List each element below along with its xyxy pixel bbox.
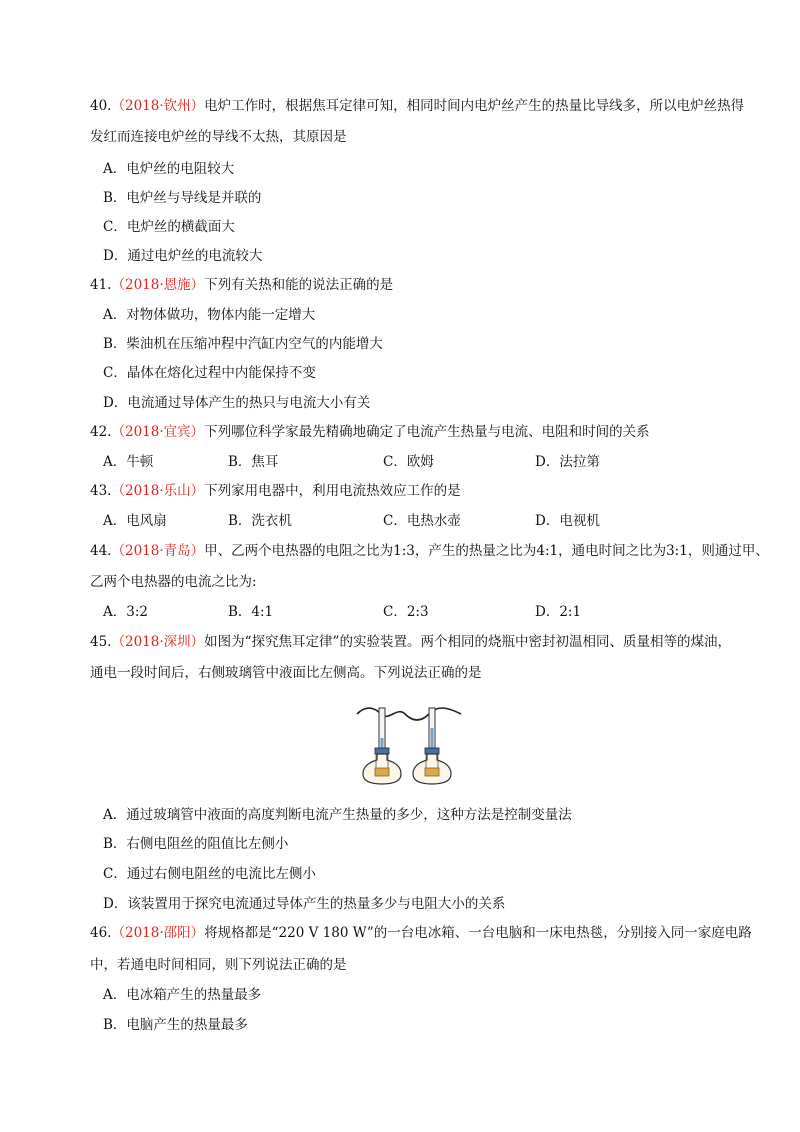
q40-stem-text1: 电炉工作时，根据焦耳定律可知，相同时间内电炉丝产生的热量比导线多，所以电炉丝热得 bbox=[204, 98, 745, 114]
q41-stem-text1: 下列有关热和能的说法正确的是 bbox=[204, 277, 394, 293]
q46-option-b: B．电脑产生的热量最多 bbox=[103, 1017, 248, 1033]
q44-option-a: A．3:2 bbox=[103, 604, 148, 620]
q46-number: 46. bbox=[90, 925, 112, 941]
q45-option-c: C．通过右侧电阻丝的电流比左侧小 bbox=[103, 866, 316, 882]
q42-option-d: D．法拉第 bbox=[535, 454, 600, 470]
q45-source: （2018·深圳） bbox=[111, 634, 205, 650]
q40-stem-line1 bbox=[90, 96, 744, 116]
q41-option-a: A．对物体做功，物体内能一定增大 bbox=[103, 307, 316, 323]
q45-option-a: A．通过玻璃管中液面的高度判断电流产生热量的多少，这种方法是控制变量法 bbox=[103, 807, 572, 823]
q42-stem-text1: 下列哪位科学家最先精确地确定了电流产生热量与电流、电阻和时间的关系 bbox=[204, 424, 650, 440]
q42-option-b: B．焦耳 bbox=[228, 454, 279, 470]
q40-source: （2018·钦州） bbox=[111, 98, 205, 114]
q41-stem-line1 bbox=[90, 275, 393, 295]
q46-stem-text1: 将规格都是“220 V 180 W”的一台电冰箱、一台电脑和一床电热毯，分别接入同一家庭电路 bbox=[204, 925, 752, 941]
q43-option-b: B．洗衣机 bbox=[228, 513, 292, 529]
q44-stem-line2: 乙两个电热器的电流之比为: bbox=[90, 574, 257, 590]
q44-source: （2018·青岛） bbox=[111, 543, 205, 559]
q44-stem-text1: 甲、乙两个电热器的电阻之比为1:3，产生的热量之比为4:1，通电时间之比为3:1，则通过甲、 bbox=[204, 543, 769, 559]
q44-options-row bbox=[103, 602, 743, 622]
q46-stem-line2: 中，若通电时间相同，则下列说法正确的是 bbox=[90, 957, 347, 973]
q41-option-c: C．晶体在熔化过程中内能保持不变 bbox=[103, 365, 316, 381]
q40-option-a: A．电炉丝的电阻较大 bbox=[103, 161, 235, 177]
q43-options-row bbox=[103, 511, 743, 531]
q44-option-b: B．4:1 bbox=[228, 604, 274, 620]
q43-stem-line1 bbox=[90, 481, 461, 501]
q40-option-d: D．通过电炉丝的电流较大 bbox=[103, 248, 263, 264]
q45-option-b: B．右侧电阻丝的阻值比左侧小 bbox=[103, 836, 289, 852]
q44-option-d: D．2:1 bbox=[535, 604, 582, 620]
joule-law-apparatus-figure bbox=[355, 704, 463, 786]
q41-option-b: B．柴油机在压缩冲程中汽缸内空气的内能增大 bbox=[103, 336, 383, 352]
q43-stem-text1: 下列家用电器中，利用电流热效应工作的是 bbox=[204, 483, 461, 499]
q45-option-d: D．该装置用于探究电流通过导体产生的热量多少与电阻大小的关系 bbox=[103, 896, 506, 912]
q45-stem-line2: 通电一段时间后，右侧玻璃管中液面比左侧高。下列说法正确的是 bbox=[90, 665, 482, 681]
q40-number: 40. bbox=[90, 98, 112, 114]
q40-option-c: C．电炉丝的横截面大 bbox=[103, 219, 235, 235]
q44-stem-line1 bbox=[90, 541, 769, 561]
q44-number: 44. bbox=[90, 543, 112, 559]
q43-number: 43. bbox=[90, 483, 112, 499]
q41-option-d: D．电流通过导体产生的热只与电流大小有关 bbox=[103, 395, 371, 411]
q42-option-c: C．欧姆 bbox=[383, 454, 434, 470]
q42-number: 42. bbox=[90, 424, 112, 440]
q44-option-c: C．2:3 bbox=[383, 604, 429, 620]
q42-options-row bbox=[103, 452, 743, 472]
q40-stem-line2: 发红而连接电炉丝的导线不太热，其原因是 bbox=[90, 129, 347, 145]
q42-source: （2018·宜宾） bbox=[111, 424, 205, 440]
q43-option-a: A．电风扇 bbox=[103, 513, 167, 529]
q46-source: （2018·邵阳） bbox=[111, 925, 205, 941]
q41-number: 41. bbox=[90, 277, 112, 293]
q40-option-b: B．电炉丝与导线是并联的 bbox=[103, 190, 262, 206]
q46-stem-line1 bbox=[90, 923, 752, 943]
q41-source: （2018·恩施） bbox=[111, 277, 205, 293]
q43-option-d: D．电视机 bbox=[535, 513, 600, 529]
q42-stem-line1 bbox=[90, 422, 650, 442]
q45-number: 45. bbox=[90, 634, 112, 650]
q43-source: （2018·乐山） bbox=[111, 483, 205, 499]
q45-stem-text1: 如图为“探究焦耳定律”的实验装置。两个相同的烧瓶中密封初温相同、质量相等的煤油， bbox=[204, 634, 731, 650]
q42-option-a: A．牛顿 bbox=[103, 454, 154, 470]
q43-option-c: C．电热水壶 bbox=[383, 513, 461, 529]
q45-stem-line1 bbox=[90, 632, 731, 652]
q46-option-a: A．电冰箱产生的热量最多 bbox=[103, 987, 262, 1003]
